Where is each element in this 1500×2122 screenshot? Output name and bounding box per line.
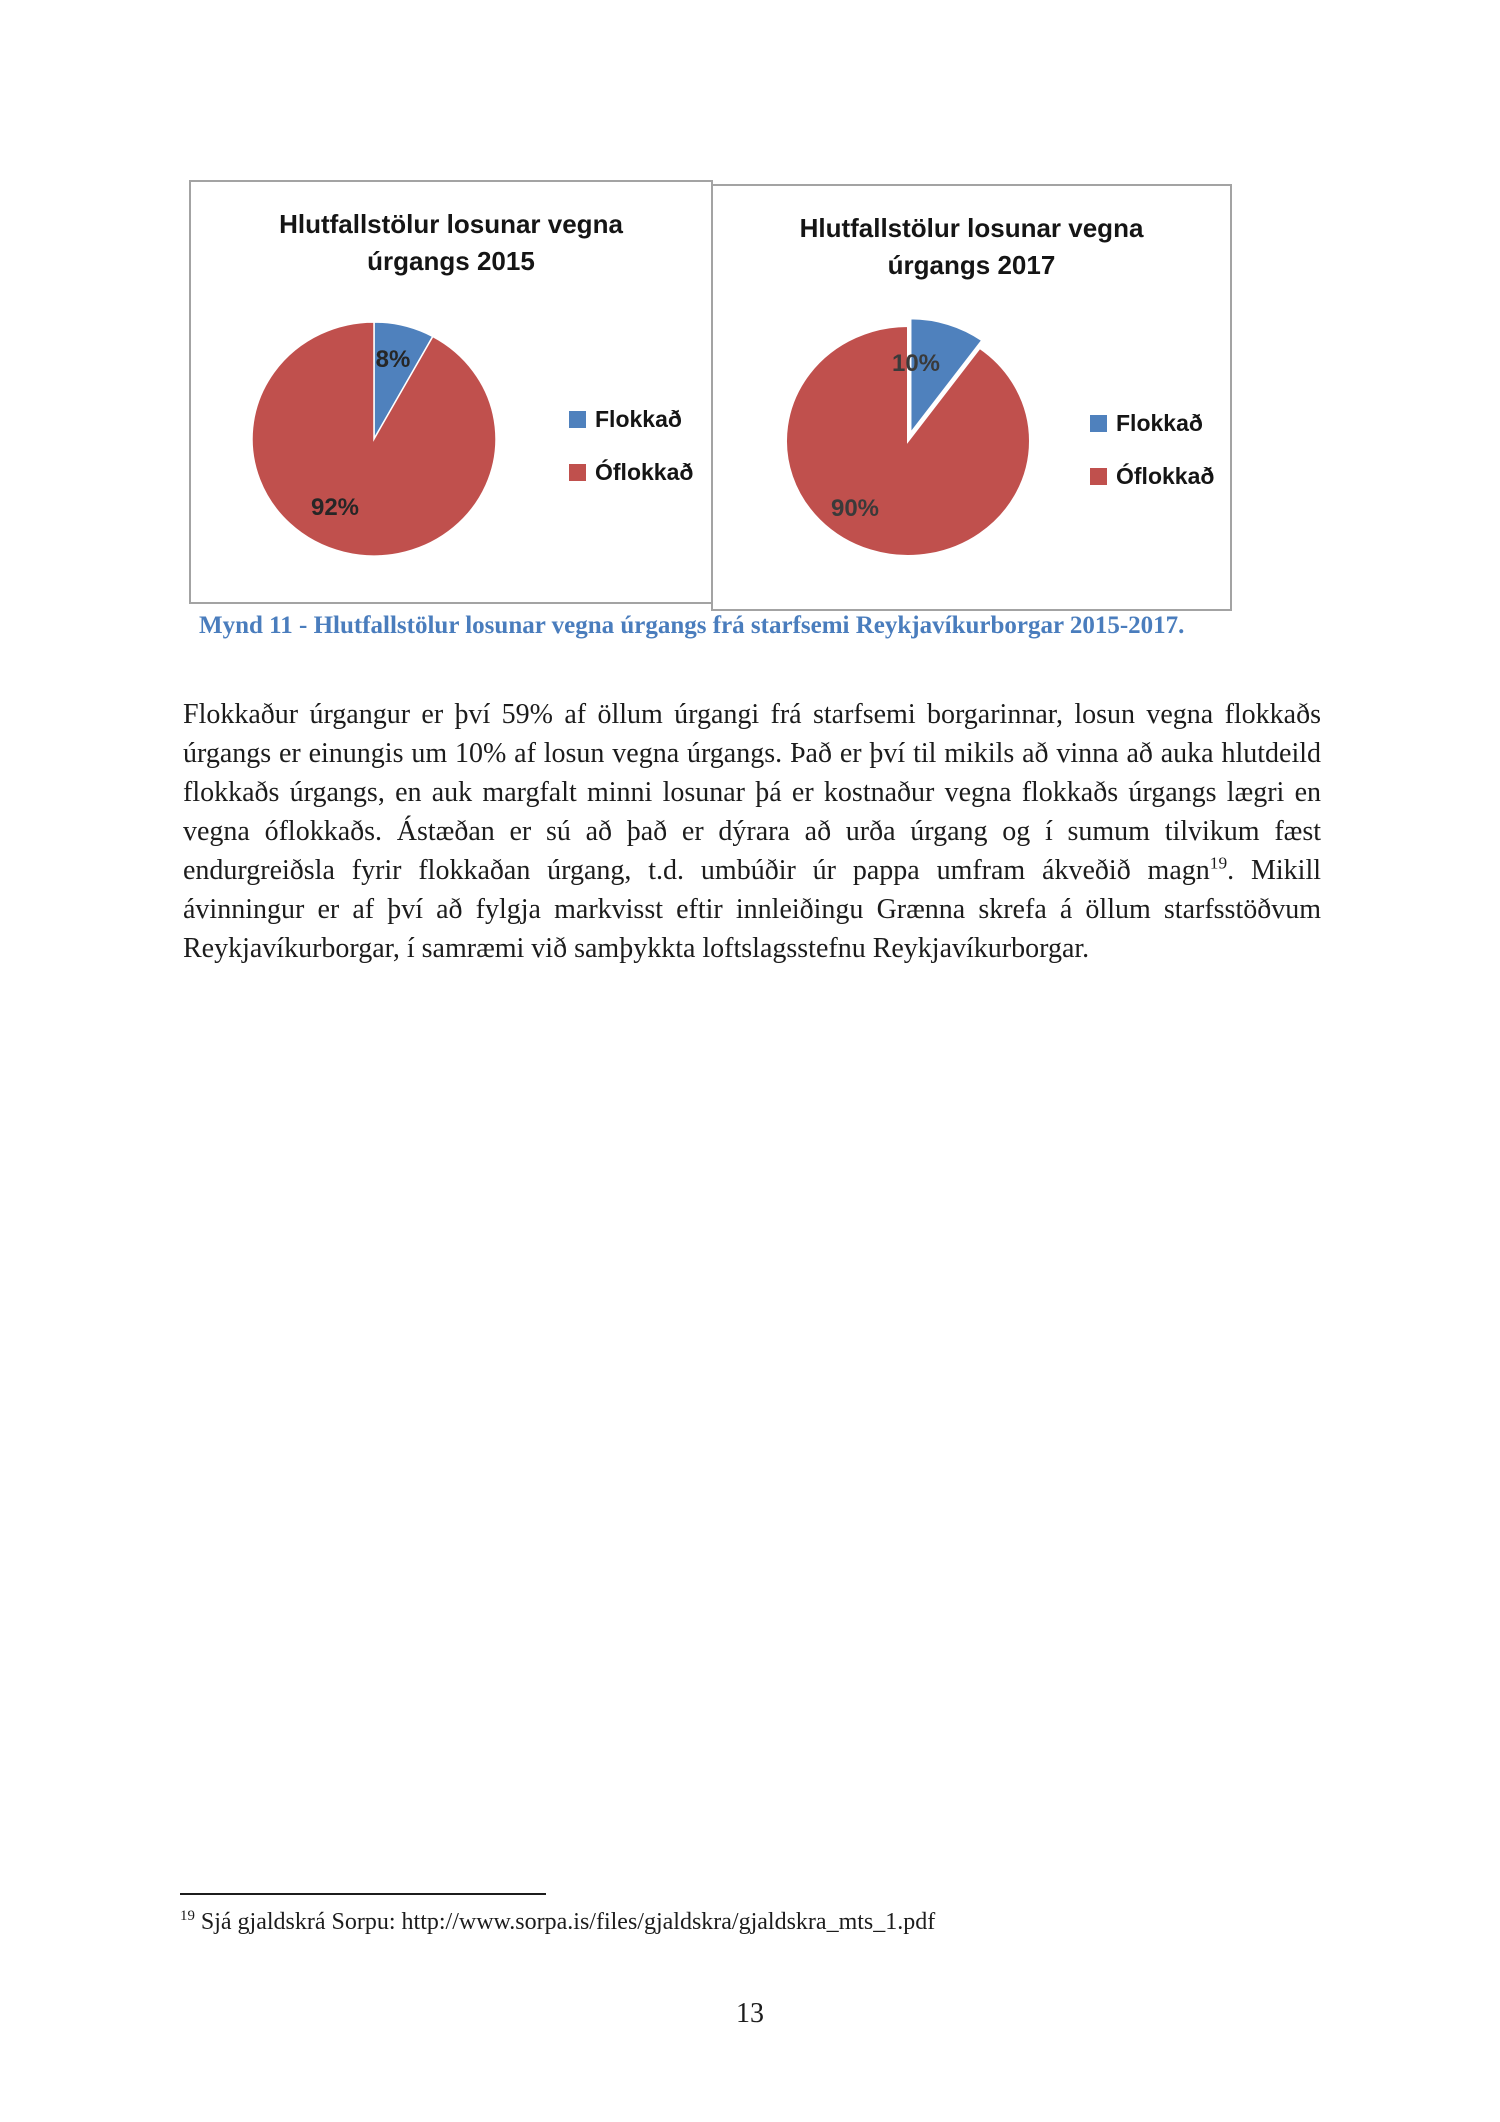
- body-paragraph-text: Flokkaður úrgangur er því 59% af öllum úrgangi frá starfsemi borgarinnar, losun vegna flokkaðs úrgangs er einungis um 10% af losun vegna úrgangs. Það er því til mikils að vinna að auka hlutdeild flokkaðs úrgangs, en auk margfalt minni losunar þá er kostnaður vegna flokkaðs úrgangs lægri en vegna óflokkaðs. Ástæðan er sú að það er dýrara að urða úrgang og í sumum tilvikum fæst endurgreiðsla fyrir flokkaðan úrgang, t.d. umbúðir úr pappa umfram ákveðið magn: [183, 699, 1321, 886]
- legend-label-flokkad: Flokkað: [1116, 410, 1203, 436]
- body-paragraph: [183, 695, 1321, 968]
- chart-title-2017-line1: Hlutfallstölur losunar vegna: [799, 213, 1144, 243]
- body-paragraph-text-cont: . Mikill ávinningur er af því að fylgja markvisst eftir innleiðingu Grænna skrefa á öllum starfsstöðvum Reykjavíkurborgar, í samræmi við samþykkta loftslagsstefnu Reykjavíkurborgar.: [183, 855, 1321, 964]
- legend-item-oflokkad: [569, 459, 693, 486]
- footnote-area: [180, 1893, 1320, 1936]
- legend-2015: [569, 406, 693, 486]
- legend-item-flokkad: [569, 406, 693, 433]
- pie-2017-label-flokkad: 10%: [891, 350, 941, 377]
- pie-chart-2017: [713, 186, 1230, 609]
- footnote-19-text: Sjá gjaldskrá Sorpu: http://www.sorpa.is/files/gjaldskra/gjaldskra_mts_1.pdf: [200, 1909, 936, 1935]
- pie-slice-óflokkað: [252, 322, 496, 556]
- chart-title-2015-line1: Hlutfallstölur losunar vegna: [279, 209, 623, 239]
- footnote-19-marker: 19: [180, 1908, 195, 1924]
- legend-item-oflokkad: [1090, 463, 1214, 490]
- chart-title-2015-line2: úrgangs 2015: [367, 246, 535, 276]
- legend-label-oflokkad: Óflokkað: [1116, 463, 1215, 489]
- figure-caption: Mynd 11 - Hlutfallstölur losunar vegna úrgangs frá starfsemi Reykjavíkurborgar 2015-2017.: [199, 612, 1185, 639]
- footnote-19: [180, 1909, 1320, 1936]
- footnote-separator-rule: [180, 1893, 546, 1895]
- pie-panel-2017: [711, 184, 1232, 611]
- figure-mynd-11: [189, 180, 1234, 612]
- page-number: 13: [736, 1998, 764, 2029]
- footnote-reference-19: 19: [1209, 853, 1228, 873]
- pie-panel-2015: [189, 180, 713, 604]
- legend-swatch-flokkad-icon: [569, 411, 586, 428]
- legend-swatch-oflokkad-icon: [569, 464, 586, 481]
- pie-2017-label-oflokkad: 90%: [830, 495, 880, 522]
- chart-title-2017-line2: úrgangs 2017: [887, 250, 1056, 280]
- pie-2015-label-flokkad: 8%: [375, 346, 411, 373]
- legend-swatch-oflokkad-icon: [1090, 468, 1107, 485]
- legend-label-flokkad: Flokkað: [595, 406, 682, 432]
- legend-item-flokkad: [1090, 410, 1214, 437]
- pie-chart-2015: [191, 182, 711, 602]
- pie-2015-label-oflokkad: 92%: [310, 494, 360, 521]
- legend-swatch-flokkad-icon: [1090, 415, 1107, 432]
- legend-label-oflokkad: Óflokkað: [595, 459, 694, 485]
- legend-2017: [1090, 410, 1214, 490]
